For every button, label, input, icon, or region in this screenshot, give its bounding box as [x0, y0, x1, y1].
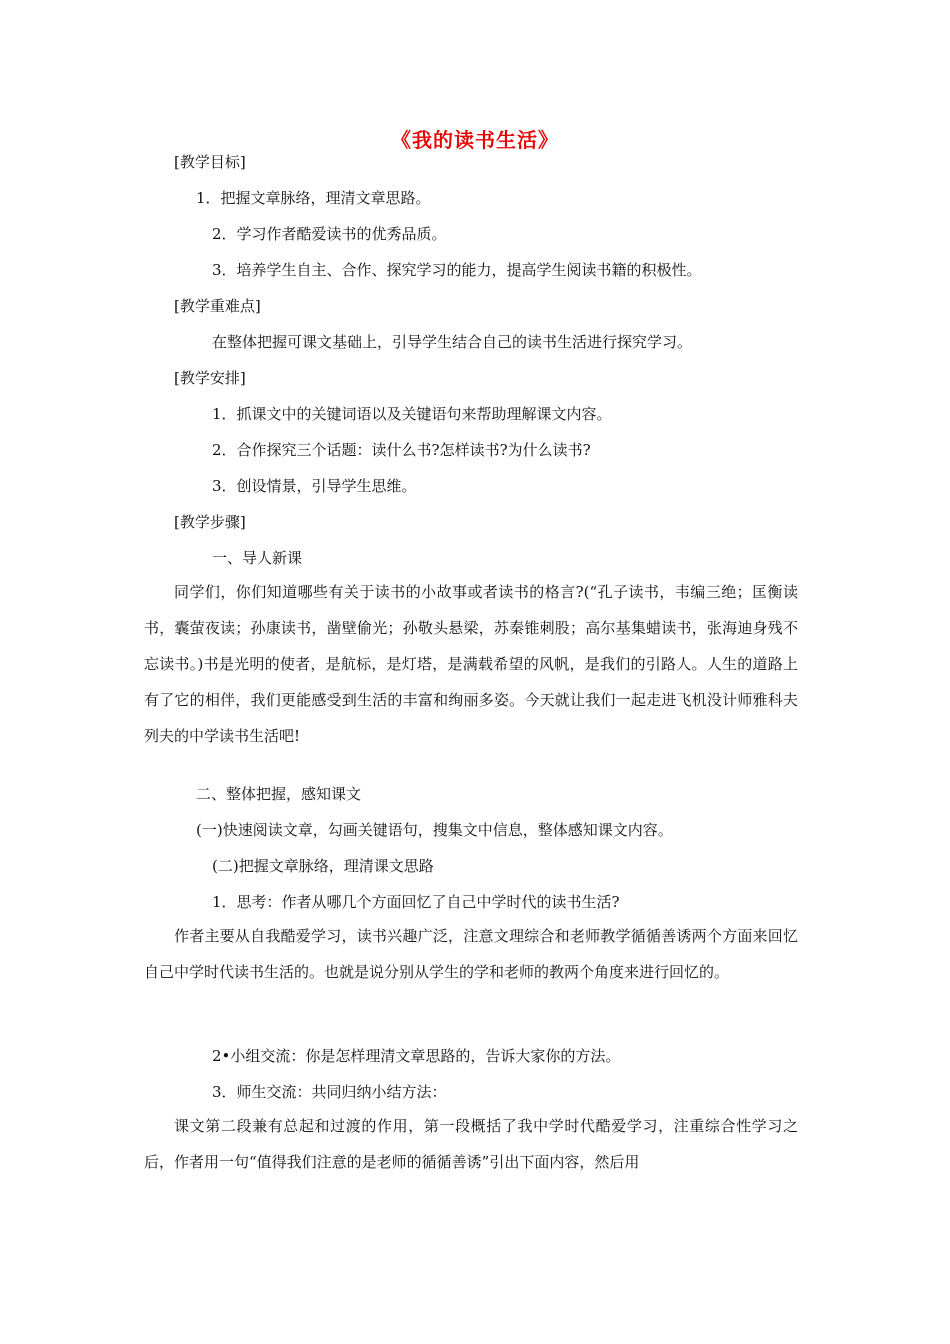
arrangement-item-2: 2．合作探究三个话题：读什么书?怎样读书?为什么读书? — [212, 441, 591, 459]
step-heading-2: 二、整体把握，感知课文 — [196, 785, 362, 803]
answer-paragraph: 作者主要从自我酷爱学习，读书兴趣广泛，注意文理综合和老师教学循循善诱两个方面来回忆自己中学时代读书生活的。也就是说分别从学生的学和老师的教两个角度来进行回忆的。 — [144, 927, 798, 981]
intro-paragraph: 同学们，你们知道哪些有关于读书的小故事或者读书的格言?(“孔子读书，韦编三绝；匡衡读书，囊萤夜读；孙康读书，凿壁偷光；孙敬头悬梁，苏秦锥刺股；高尔基集蜡读书，张海迪身残不忘读书。)书是光明的使者，是航标，是灯塔，是满载希望的风帆，是我们的引路人。人生的道路上有了它的相伴，我们更能感受到生活的丰富和绚丽多姿。今天就让我们一起走进飞机没计师雅科夫列夫的中学读书生活吧! — [144, 583, 798, 745]
section-heading-arrangement: [教学安排] — [174, 369, 246, 387]
key-point-text: 在整体把握可课文基础上，引导学生结合自己的读书生活进行探究学习。 — [212, 333, 693, 351]
section-heading-key-points: [教学重难点] — [174, 297, 261, 315]
arrangement-item-1: 1．抓课文中的关键词语以及关键语句来帮助理解课文内容。 — [212, 405, 612, 423]
arrangement-item-3: 3．创设情景，引导学生思维。 — [212, 477, 417, 495]
section-heading-steps: [教学步骤] — [174, 513, 246, 531]
teacher-student-exchange: 3．师生交流：共同归纳小结方法： — [212, 1083, 447, 1101]
group-discussion: 2•小组交流：你是怎样理清文章思路的，告诉大家你的方法。 — [212, 1047, 621, 1065]
goal-item-2: 2．学习作者酷爱读书的优秀品质。 — [212, 225, 447, 243]
section-heading-goals: [教学目标] — [174, 153, 246, 171]
sub-step-1: (一)快速阅读文章，勾画关键语句，搜集文中信息，整体感知课文内容。 — [196, 821, 673, 839]
goal-item-1: 1．把握文章脉络，理清文章思路。 — [196, 189, 431, 207]
goal-item-3: 3．培养学生自主、合作、探究学习的能力，提高学生阅读书籍的积极性。 — [212, 261, 702, 279]
step-heading-1: 一、导人新课 — [212, 549, 303, 567]
analysis-paragraph: 课文第二段兼有总起和过渡的作用，第一段概括了我中学时代酷爱学习，注重综合性学习之后，作者用一句“值得我们注意的是老师的循循善诱”引出下面内容，然后用 — [144, 1117, 798, 1171]
document-title: 《我的读书生活》 — [391, 128, 559, 152]
think-question: 1．思考：作者从哪几个方面回忆了自己中学时代的读书生活? — [212, 893, 620, 911]
sub-step-2: (二)把握文章脉络，理清课文思路 — [212, 857, 434, 875]
